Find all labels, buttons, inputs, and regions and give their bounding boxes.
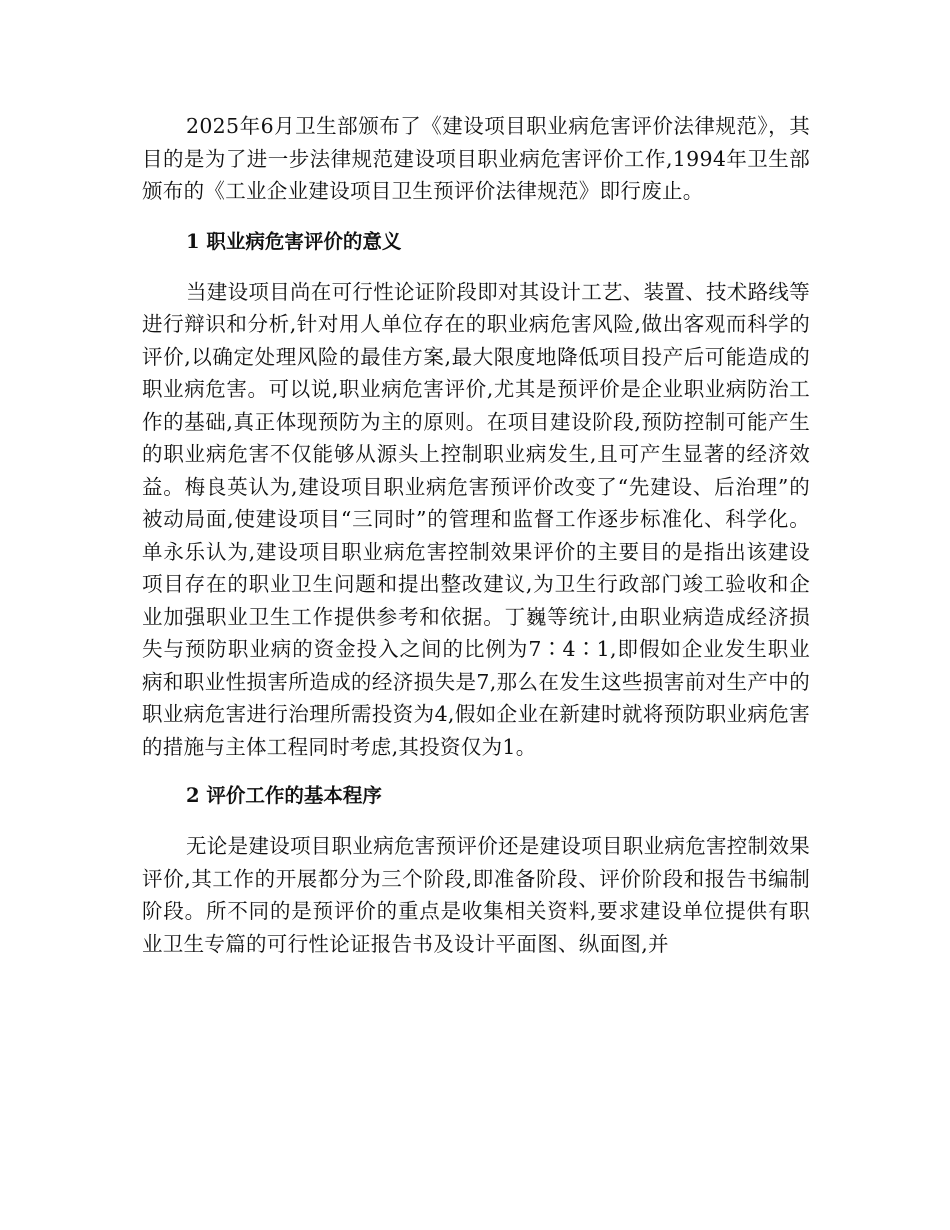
intro-paragraph: 2025年6月卫生部颁布了《建设项目职业病危害评价法律规范》，其目的是为了进一步法律规范建设项目职业病危害评价工作,1994年卫生部颁布的《工业企业建设项目卫生预评价法律规范》即行废止。 (142, 114, 810, 203)
section-heading-procedure: 2 评价工作的基本程序 (186, 784, 382, 807)
significance-paragraph: 当建设项目尚在可行性论证阶段即对其设计工艺、装置、技术路线等进行辩识和分析,针对用人单位存在的职业病危害风险,做出客观而科学的评价,以确定处理风险的最佳方案,最大限度地降低项目投产后可能造成的职业病危害。可以说,职业病危害评价,尤其是预评价是企业职业病防治工作的基础,真正体现预防为主的原则。在项目建设阶段,预防控制可能产生的职业病危害不仅能够从源头上控制职业病发生,且可产生显著的经济效益。梅良英认为,建设项目职业病危害预评价改变了“先建设、后治理”的被动局面,使建设项目“三同时”的管理和监督工作逐步标准化、科学化。单永乐认为,建设项目职业病危害控制效果评价的主要目的是指出该建设项目存在的职业卫生问题和提出整改建议,为卫生行政部门竣工验收和企业加强职业卫生工作提供参考和依据。丁巍等统计,由职业病造成经济损失与预防职业病的资金投入之间的比例为7∶4∶1,即假如企业发生职业病和职业性损害所造成的经济损失是7,那么在发生这些损害前对生产中的职业病危害进行治理所需投资为4,假如企业在新建时就将预防职业病危害的措施与主体工程同时考虑,其投资仅为1。 (142, 279, 810, 759)
procedure-paragraph: 无论是建设项目职业病危害预评价还是建设项目职业病危害控制效果评价,其工作的开展都分为三个阶段,即准备阶段、评价阶段和报告书编制阶段。所不同的是预评价的重点是收集相关资料,要求建设单位提供有职业卫生专篇的可行性论证报告书及设计平面图、纵面图,并 (142, 834, 810, 956)
section-heading-significance: 1 职业病危害评价的意义 (186, 229, 402, 253)
document-page (142, 110, 810, 960)
